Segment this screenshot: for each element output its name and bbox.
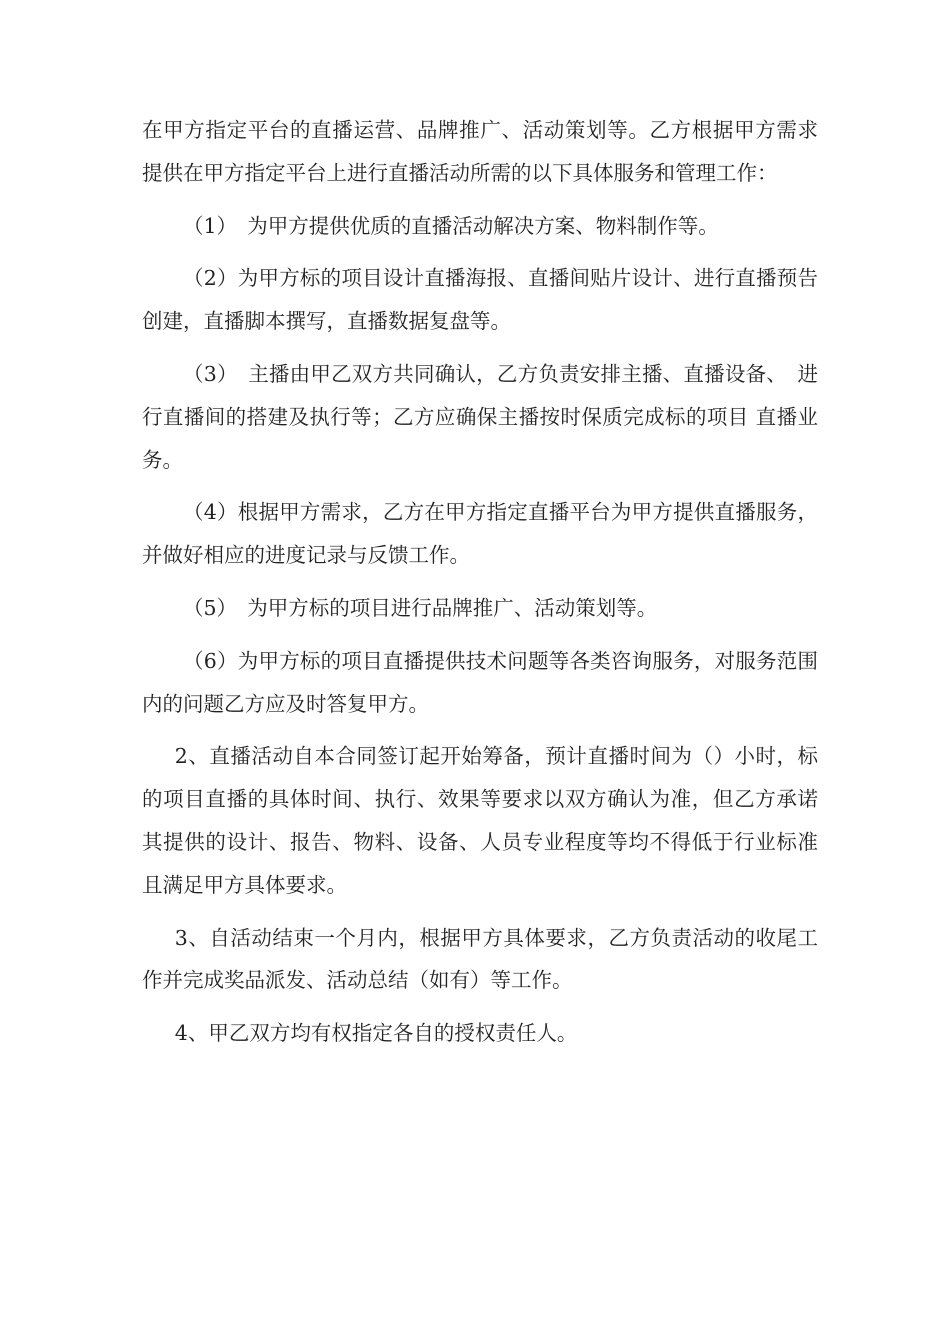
paragraph-clause-2: 2、直播活动自本合同签订起开始筹备，预计直播时间为（）小时，标的项目直播的具体时间、执行、效果等要求以双方确认为准，但乙方承诺其提供的设计、报告、物料、设备、人员专业程度等均不得低于行业标准且满足甲方具体要求。	[142, 744, 818, 897]
paragraph-clause-4: 4、甲乙双方均有权指定各自的授权责任人。	[174, 1021, 578, 1046]
document-body	[142, 109, 818, 1065]
paragraph-item-2: （2）为甲方标的项目设计直播海报、直播间贴片设计、进行直播预告创建，直播脚本撰写，直播数据复盘等。	[142, 266, 818, 334]
paragraph-clause-3: 3、自活动结束一个月内，根据甲方具体要求，乙方负责活动的收尾工作并完成奖品派发、活动总结（如有）等工作。	[142, 925, 818, 993]
paragraph-item-1: （1） 为甲方提供优质的直播活动解决方案、物料制作等。	[183, 213, 719, 238]
paragraph-intro: 在甲方指定平台的直播运营、品牌推广、活动策划等。乙方根据甲方需求提供在甲方指定平台上进行直播活动所需的以下具体服务和管理工作：	[142, 118, 818, 185]
paragraph-item-4: （4）根据甲方需求，乙方在甲方指定直播平台为甲方提供直播服务，并做好相应的进度记录与反馈工作。	[142, 500, 818, 568]
paragraph-item-5: （5） 为甲方标的项目进行品牌推广、活动策划等。	[183, 595, 658, 620]
paragraph-item-3: （3） 主播由甲乙双方共同确认，乙方负责安排主播、直播设备、 进行直播间的搭建及执行等；乙方应确保主播按时保质完成标的项目 直播业务。	[142, 361, 818, 472]
paragraph-item-6: （6）为甲方标的项目直播提供技术问题等各类咨询服务，对服务范围内的问题乙方应及时答复甲方。	[142, 648, 818, 716]
